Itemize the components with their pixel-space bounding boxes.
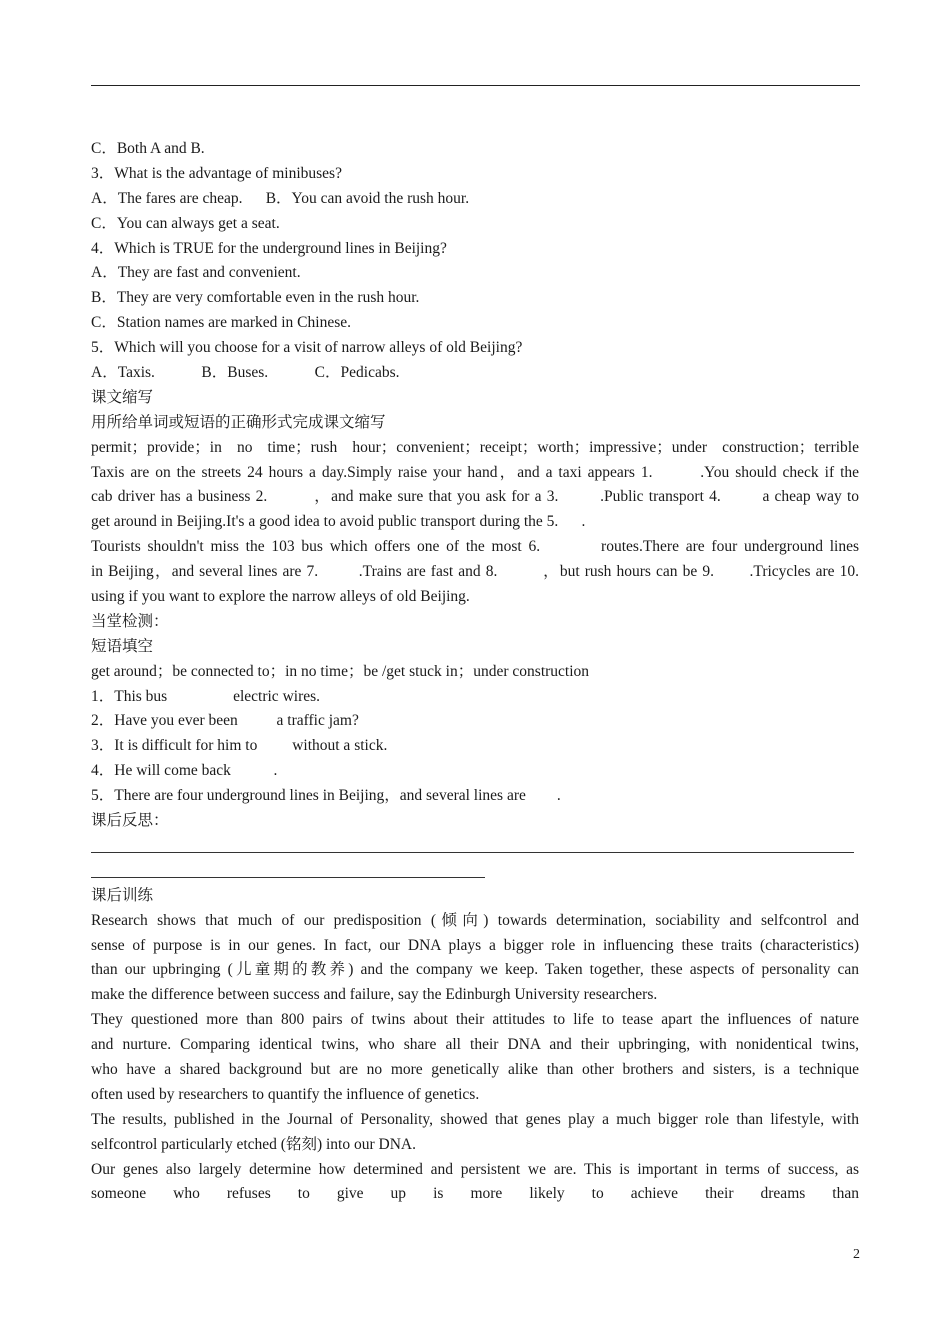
question-line: B．They are very comfortable even in the rush hour. [91, 289, 420, 307]
summary-line: using if you want to explore the narrow alleys of old Beijing. [91, 588, 470, 606]
passage-line: often used by researchers to quantify the influence of genetics. [91, 1085, 480, 1103]
reflection-rule-long [91, 852, 854, 853]
phrase-bank: get around；be connected to；in no time；be /get stuck in；under construction [91, 662, 590, 680]
check-item: 1．This bus electric wires. [91, 687, 321, 705]
passage-line: Research shows that much of our predisposition (倾向) towards determination, sociability and selfcontrol and [91, 911, 859, 929]
question-line: A．They are fast and convenient. [91, 264, 301, 282]
question-line: A．The fares are cheap. B．You can avoid the rush hour. [91, 189, 470, 207]
header-rule [91, 85, 860, 86]
passage-line: who have a shared background but are no more genetically alike than other brothers and sisters, is a technique [91, 1060, 859, 1078]
summary-heading: 课文缩写 [91, 388, 154, 406]
passage-line: sense of purpose is in our genes. In fact, our DNA plays a bigger role in influencing these traits (characteristics) [91, 936, 859, 954]
page-number: 2 [853, 1247, 860, 1262]
summary-line: get around in Beijing.It's a good idea to avoid public transport during the 5. . [91, 513, 586, 531]
passage-line: selfcontrol particularly etched (铭刻) into our DNA. [91, 1135, 416, 1153]
reflection-heading: 课后反思： [91, 812, 169, 830]
summary-line: Taxis are on the streets 24 hours a day.Simply raise your hand，and a taxi appears 1. .You should check if the [91, 463, 859, 481]
summary-instruction: 用所给单词或短语的正确形式完成课文缩写 [91, 413, 386, 431]
check-item: 2．Have you ever been a traffic jam? [91, 712, 359, 730]
check-item: 3．It is difficult for him to without a stick. [91, 737, 388, 755]
check-item: 5．There are four underground lines in Beijing，and several lines are . [91, 787, 561, 805]
check-item: 4．He will come back . [91, 762, 278, 780]
question-line: 5．Which will you choose for a visit of narrow alleys of old Beijing? [91, 339, 523, 357]
passage-line: The results, published in the Journal of Personality, showed that genes play a much bigger role than lifestyle, with [91, 1110, 859, 1128]
summary-line: cab driver has a business 2. ，and make sure that you ask for a 3. .Public transport 4. a cheap way to [91, 488, 859, 506]
word-bank: permit；provide；in no time；rush hour；convenient；receipt；worth；impressive；under construction；terrible [91, 438, 859, 456]
passage-line: Our genes also largely determine how determined and persistent we are. This is important in terms of success, as [91, 1160, 859, 1178]
summary-line: Tourists shouldn't miss the 103 bus which offers one of the most 6. routes.There are four underground lines [91, 538, 859, 556]
reflection-blank-2 [91, 859, 859, 884]
summary-line: in Beijing，and several lines are 7. .Trains are fast and 8. ，but rush hours can be 9. .Tricycles are 10. [91, 563, 859, 581]
question-line: C．Station names are marked in Chinese. [91, 314, 351, 332]
question-line: 4．Which is TRUE for the underground lines in Beijing? [91, 239, 447, 257]
check-subheading: 短语填空 [91, 637, 154, 655]
question-line: 3．What is the advantage of minibuses? [91, 164, 342, 182]
question-line: A．Taxis. B．Buses. C．Pedicabs. [91, 364, 400, 382]
page-content [91, 137, 859, 1207]
reflection-blank-1 [91, 834, 859, 859]
check-heading: 当堂检测： [91, 612, 169, 630]
passage-line: make the difference between success and failure, say the Edinburgh University researchers. [91, 986, 658, 1004]
passage-line: someone who refuses to give up is more likely to achieve their dreams than [91, 1185, 859, 1203]
passage-line: and nurture. Comparing identical twins, who share all their DNA and their upbringing, with nonidentical twins, [91, 1036, 859, 1054]
passage-line: They questioned more than 800 pairs of twins about their attitudes to life to tease apart the influences of nature [91, 1011, 859, 1029]
practice-heading: 课后训练 [91, 886, 154, 904]
reflection-rule-short [91, 877, 485, 878]
passage-line: than our upbringing (儿童期的教养) and the company we keep. Taken together, these aspects of personality can [91, 961, 859, 979]
question-line: C．You can always get a seat. [91, 214, 280, 232]
question-line: C．Both A and B. [91, 140, 205, 157]
